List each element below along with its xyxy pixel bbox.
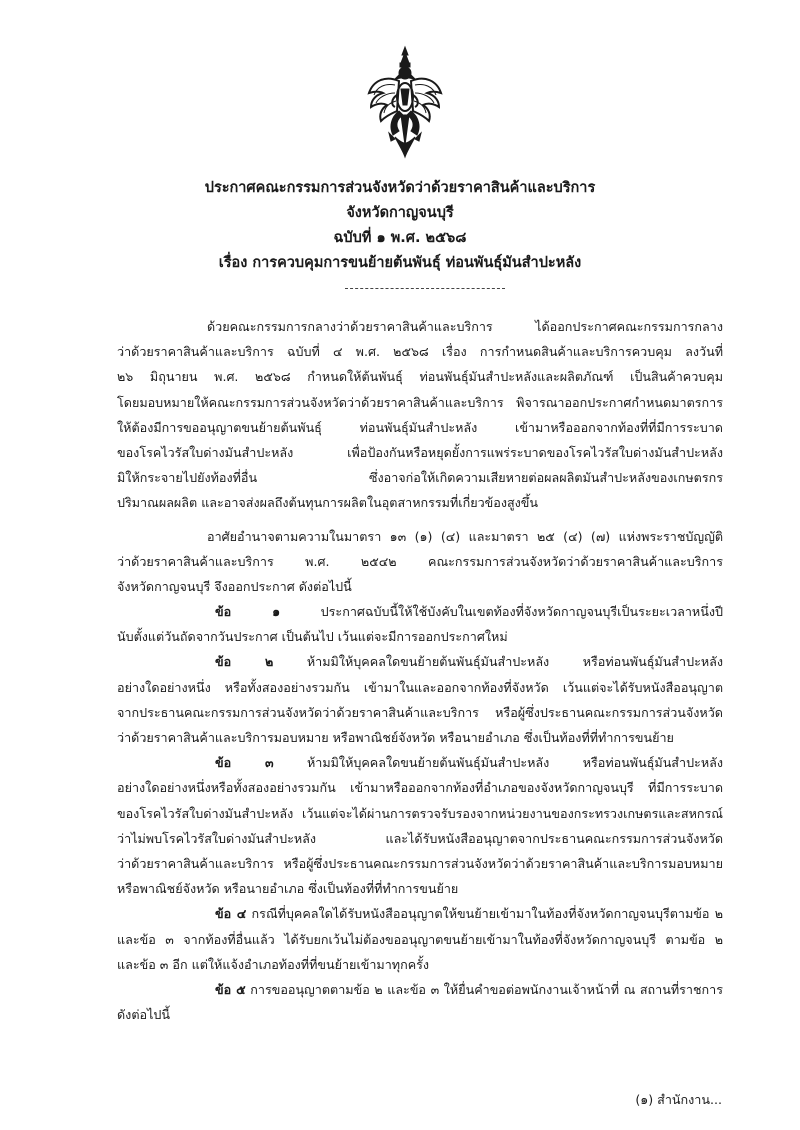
clause-4-label: ข้อ ๔ xyxy=(215,906,247,922)
intro-line: ให้ต้องมีการขออนุญาตขนย้ายต้นพันธุ์ ท่อนพันธุ์มันสำปะหลัง เข้ามาหรือออกจากท้องที่ที่มีการระบาด xyxy=(117,419,723,435)
clause-1-label: ข้อ ๑ xyxy=(215,604,281,620)
announcement-body xyxy=(117,314,723,1027)
announcement-header xyxy=(0,176,800,276)
clause-5-first-line: ข้อ ๕ การขออนุญาตตามข้อ ๒ และข้อ ๓ ให้ยื่นคำขอต่อพนักงานเจ้าหน้าที่ ณ สถานที่ราชการ xyxy=(215,981,723,997)
clause-line: ว่าไม่พบโรคไวรัสใบด่างมันสำปะหลัง และได้รับหนังสืออนุญาตจากประธานคณะกรรมการส่วนจังหวัด xyxy=(117,830,723,846)
header-divider xyxy=(345,288,505,289)
intro-line: ๒๖ มิถุนายน พ.ศ. ๒๕๖๘ กำหนดให้ต้นพันธุ์ ท่อนพันธุ์มันสำปะหลังและผลิตภัณฑ์ เป็นสินค้าควบคุม xyxy=(117,369,723,385)
clause-4-first-line: ข้อ ๔ กรณีที่บุคคลใดได้รับหนังสืออนุญาตให้ขนย้ายเข้ามาในท้องที่จังหวัดกาญจนบุรีตามข้อ ๒ xyxy=(215,906,723,922)
intro-line: ด้วยคณะกรรมการกลางว่าด้วยราคาสินค้าและบริการ ได้ออกประกาศคณะกรรมการกลาง xyxy=(207,319,723,334)
clause-line: หรือพาณิชย์จังหวัด หรือนายอำเภอ ซึ่งเป็นท้องที่ที่ทำการขนย้าย xyxy=(117,881,459,897)
intro-line: ของโรคไวรัสใบด่างมันสำปะหลัง เพื่อป้องกันหรือหยุดยั้งการแพร่ระบาดของโรคไวรัสใบด่างมันสำปะหลัง xyxy=(117,444,723,460)
header-subject: เรื่อง การควบคุมการขนย้ายต้นพันธุ์ ท่อนพันธุ์มันสำปะหลัง xyxy=(218,255,582,271)
clause-line: ว่าด้วยราคาสินค้าและบริการ หรือผู้ซึ่งประธานคณะกรรมการส่วนจังหวัดว่าด้วยราคาสินค้าและบริการมอบหมาย xyxy=(117,855,723,871)
clause-2-first-line: ข้อ ๒ ห้ามมิให้บุคคลใดขนย้ายต้นพันธุ์มันสำปะหลัง หรือท่อนพันธุ์มันสำปะหลัง xyxy=(215,654,723,670)
intro-line: โดยมอบหมายให้คณะกรรมการส่วนจังหวัดว่าด้วยราคาสินค้าและบริการ พิจารณาออกประกาศกำหนดมาตรการ xyxy=(117,394,723,410)
garuda-emblem-icon xyxy=(365,45,445,165)
continuation-note: (๑) สำนักงาน... xyxy=(635,1092,722,1107)
clause-line: และข้อ ๓ อีก แต่ให้แจ้งอำเภอท้องที่ที่ขนย้ายเข้ามาทุกครั้ง xyxy=(117,956,430,972)
authority-line: ว่าด้วยราคาสินค้าและบริการ พ.ศ. ๒๕๔๒ คณะกรรมการส่วนจังหวัดว่าด้วยราคาสินค้าและบริการ xyxy=(117,553,723,569)
header-province: จังหวัดกาญจนบุรี xyxy=(346,205,454,221)
clause-3-first-line: ข้อ ๓ ห้ามมิให้บุคคลใดขนย้ายต้นพันธุ์มันสำปะหลัง หรือท่อนพันธุ์มันสำปะหลัง xyxy=(215,755,723,771)
clause-line: อย่างใดอย่างหนึ่งหรือทั้งสองอย่างรวมกัน เข้ามาหรือออกจากท้องที่อำเภอของจังหวัดกาญจนบุรี ที่มีการระบาด xyxy=(117,780,723,796)
clause-line: จากประธานคณะกรรมการส่วนจังหวัดว่าด้วยราคาสินค้าและบริการ หรือผู้ซึ่งประธานคณะกรรมการส่วนจังหวัด xyxy=(117,704,723,720)
clause-3-label: ข้อ ๓ xyxy=(215,755,274,771)
intro-line: ว่าด้วยราคาสินค้าและบริการ ฉบับที่ ๔ พ.ศ. ๒๕๖๘ เรื่อง การกำหนดสินค้าและบริการควบคุม ลงวันที่ xyxy=(117,344,723,360)
clause-2-label: ข้อ ๒ xyxy=(215,654,274,670)
intro-line: มิให้กระจายไปยังท้องที่อื่น ซึ่งอาจก่อให้เกิดความเสียหายต่อผลผลิตมันสำปะหลังของเกษตรกร xyxy=(117,470,723,486)
intro-line: ปริมาณผลผลิต และอาจส่งผลถึงต้นทุนการผลิตในอุตสาหกรรมที่เกี่ยวข้องสูงขึ้น xyxy=(117,495,539,511)
clause-line: นับตั้งแต่วันถัดจากวันประกาศ เป็นต้นไป เว้นแต่จะมีการออกประกาศใหม่ xyxy=(117,629,508,645)
authority-line: จังหวัดกาญจนบุรี จึงออกประกาศ ดังต่อไปนี้ xyxy=(117,578,352,594)
clause-line: และข้อ ๓ จากท้องที่อื่นแล้ว ได้รับยกเว้นไม่ต้องขออนุญาตขนย้ายเข้ามาในท้องที่จังหวัดกาญจนบุรี ตามข้อ ๒ xyxy=(117,931,723,947)
clause-1-first-line: ข้อ ๑ ประกาศฉบับนี้ให้ใช้บังคับในเขตท้องที่จังหวัดกาญจนบุรีเป็นระยะเวลาหนึ่งปี xyxy=(215,604,723,620)
header-title: ประกาศคณะกรรมการส่วนจังหวัดว่าด้วยราคาสินค้าและบริการ xyxy=(204,180,596,196)
clause-line: ดังต่อไปนี้ xyxy=(117,1007,171,1023)
clause-line: อย่างใดอย่างหนึ่ง หรือทั้งสองอย่างรวมกัน เข้ามาในและออกจากท้องที่จังหวัด เว้นแต่จะได้รับหนังสืออนุญาต xyxy=(117,679,723,695)
clause-line: ว่าด้วยราคาสินค้าและบริการมอบหมาย หรือพาณิชย์จังหวัด หรือนายอำเภอ ซึ่งเป็นท้องที่ที่ทำการขนย้าย xyxy=(117,730,674,745)
clause-5-label: ข้อ ๕ xyxy=(215,981,246,997)
authority-line: อาศัยอำนาจตามความในมาตรา ๑๓ (๑) (๔) และมาตรา ๒๕ (๔) (๗) แห่งพระราชบัญญัติ xyxy=(207,528,723,544)
header-issue-number: ฉบับที่ ๑ พ.ศ. ๒๕๖๘ xyxy=(333,230,467,246)
clause-line: ของโรคไวรัสใบด่างมันสำปะหลัง เว้นแต่จะได้ผ่านการตรวจรับรองจากหน่วยงานของกระทรวงเกษตรและสหกรณ์ xyxy=(117,805,723,821)
